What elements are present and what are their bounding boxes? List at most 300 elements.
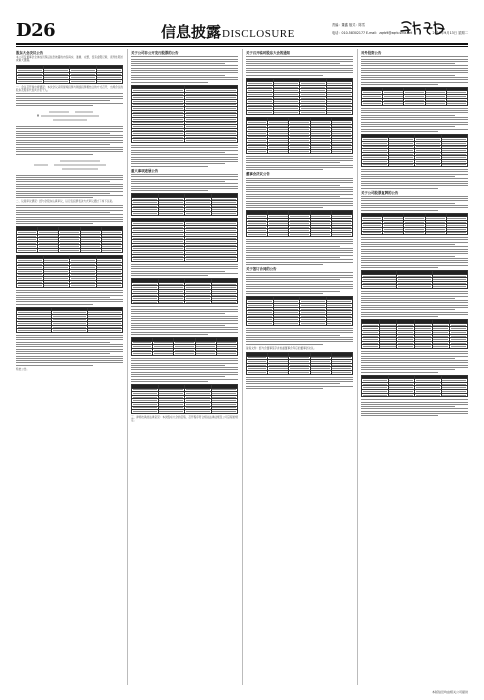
text-line [361,171,468,172]
text-line [361,305,468,306]
masthead-rule-thin [16,46,468,47]
text-line [246,344,323,345]
text-line [131,271,225,272]
text-line [16,210,123,211]
text-block [131,174,238,191]
text-line [246,205,353,206]
text-line [246,165,353,166]
text-line [361,63,455,64]
data-table [131,278,238,304]
text-line [361,300,468,301]
text-line [361,267,438,268]
text-line [246,207,323,208]
text-line [361,124,468,125]
text-line [361,82,468,83]
text-block [16,126,123,155]
text-line [131,360,238,361]
section-title-en: DISCLOSURE [222,28,295,40]
text-line [16,335,123,336]
text-line [16,133,110,134]
text-line [246,61,353,62]
text-line [246,264,323,265]
text-line [16,346,123,347]
data-table [16,255,123,288]
text-line [131,306,238,307]
column-divider [242,49,243,685]
text-line [361,356,468,357]
text-line [16,197,93,198]
text-line [361,253,468,254]
text-line [361,244,455,245]
text-block [131,264,238,276]
text-line [361,296,468,297]
text-line [246,191,353,192]
text-line [16,105,93,106]
text-line [16,151,123,152]
text-line [131,70,238,71]
text-line [246,248,353,249]
text-line [131,369,238,370]
text-line [131,374,238,375]
text-line [131,56,238,57]
text-line [131,379,238,380]
text-line [246,335,340,336]
editor-line: 责编：董鑫 版式：陈雪 [332,23,365,27]
text-block [16,290,123,305]
data-table [246,117,353,154]
notice-paragraph: 备查文件：经与会董事签字并加盖董事会印章的董事会决议。 [246,346,317,350]
notice-heading: 关于召开临时股东大会的通知 [246,51,291,55]
text-line [361,309,455,310]
text-line [361,367,468,368]
text-line [131,82,208,83]
text-line [131,275,208,276]
text-line [131,323,238,324]
text-line [16,337,123,338]
text-line [131,358,238,359]
text-block [361,351,468,373]
notice-heading: 董事会决议公告 [246,172,270,177]
text-line [361,84,438,85]
text-line [361,362,468,363]
data-table [361,319,468,349]
data-table [131,337,238,356]
text-line [361,176,455,177]
text-line [361,265,468,266]
column-4 [361,49,468,685]
data-table [246,78,353,115]
text-line [16,186,123,187]
text-line [361,246,468,247]
text-line [16,142,123,143]
text-line [131,186,238,187]
text-line [246,259,353,260]
text-line [361,122,468,123]
text-line [16,349,123,350]
text-line [246,201,353,202]
text-line [16,126,123,127]
text-block [361,237,468,268]
text-line [361,119,468,120]
text-line [246,275,353,276]
text-line [131,327,238,328]
column-divider [357,49,358,685]
text-line [16,181,110,182]
text-line [361,207,468,208]
notice-paragraph: 一、会议召开和出席情况：本次会议采用现场投票与网络投票相结合的方式召开，出席会议的股东及股东代表共计若干人。 [16,85,123,92]
text-line [361,196,468,197]
text-line [361,307,468,308]
data-table [361,213,468,236]
text-line [131,68,238,69]
text-line [246,203,353,204]
text-line [246,75,323,76]
text-line [131,161,238,162]
text-line [246,167,353,168]
text-line [361,316,438,317]
text-block [361,196,468,211]
text-line [131,273,238,274]
text-line [246,194,353,195]
text-line [361,408,468,409]
notice-heading: 对外投资公告 [361,51,382,55]
text-line [16,219,123,220]
text-line [16,135,123,136]
text-line [246,56,353,57]
text-line [131,181,225,182]
notice-paragraph: 本公司及董事会全体成员保证信息披露的内容真实、准确、完整，没有虚假记载、误导性陈述或重大遗漏。 [16,56,123,63]
text-line [246,383,340,384]
text-line [361,353,468,354]
section-title-cn: 信息披露 [161,23,222,41]
text-line [361,351,468,352]
text-line [246,379,353,380]
text-block [361,56,468,85]
text-line [246,156,353,157]
text-line [131,332,238,333]
text-line [131,176,238,177]
text-line [131,59,238,60]
text-line [246,189,353,190]
column-1 [16,49,123,685]
text-line [16,301,123,302]
text-line [131,190,208,191]
text-line [361,198,468,199]
text-line [361,256,455,257]
text-line [246,63,340,64]
text-line [361,68,468,69]
text-line [361,406,455,407]
text-line [361,205,468,206]
text-line [361,126,455,127]
contact-line: 电话：010-58302177 E-mail：zqrb9@zqrb.sina.net [332,31,413,35]
text-line [16,100,110,101]
notice-heading: 股东大会决议公告 [16,51,44,55]
text-line [361,108,468,109]
text-line [361,369,455,370]
text-line [131,318,238,319]
data-table [361,87,468,106]
masthead-rule-thick [16,43,468,45]
column-3 [246,49,353,685]
text-line [16,131,123,132]
text-line [361,360,468,361]
text-line [361,249,468,250]
text-line [361,115,455,116]
text-line [16,214,123,215]
notice-paragraph: 三、律师出具的法律意见：本次股东大会的召集、召开程序符合相关法律法规及公司章程的规定。 [131,415,238,422]
text-line [131,320,238,321]
text-line [131,329,238,330]
text-line [131,183,238,184]
data-table [246,210,353,236]
text-line [16,144,110,145]
text-line [361,399,468,400]
article-columns [16,49,468,687]
text-line [361,131,438,132]
text-block [131,358,238,382]
text-line [131,72,238,73]
text-line [246,59,353,60]
text-line [246,65,353,66]
text-block [246,156,353,171]
column-2 [131,49,238,685]
text-line [246,198,353,199]
text-line [131,311,238,312]
text-line [361,188,438,189]
text-line [361,72,468,73]
text-line [246,377,353,378]
text-line [361,358,455,359]
text-block [131,56,238,82]
text-line [16,96,123,97]
text-line [16,362,123,363]
data-table [361,375,468,398]
text-block [246,328,353,345]
text-line [131,159,238,160]
text-line [131,365,225,366]
text-line [16,339,123,340]
text-line [361,117,468,118]
text-line [16,290,123,291]
text-line [16,299,123,300]
text-line [131,188,238,189]
text-line [246,70,353,71]
text-line [16,184,123,185]
text-line [246,257,340,258]
text-line [16,342,110,343]
text-block [246,377,353,389]
text-line [361,411,468,412]
text-line [361,260,468,261]
text-line [16,93,123,94]
text-line [246,72,353,73]
text-line [361,302,468,303]
text-line [246,272,353,273]
notice-heading: 关于签订合同的公告 [246,266,277,271]
text-line [246,178,353,179]
text-line [361,203,455,204]
text-line [246,187,353,188]
text-line [361,185,468,186]
text-line [131,367,238,368]
text-line [361,210,438,211]
text-line [246,246,340,247]
text-line [246,341,353,342]
data-table [131,85,238,144]
text-line [361,61,468,62]
text-line [361,413,468,414]
text-line [361,112,468,113]
text-line [16,205,123,206]
text-line [361,415,438,416]
text-line [131,363,238,364]
text-line [131,163,225,164]
text-block [361,291,468,317]
text-line [16,98,123,99]
text-line [361,183,468,184]
text-line [131,79,238,80]
text-line [246,160,353,161]
text-line [131,334,208,335]
text-line [361,70,468,71]
text-line [361,200,468,201]
text-line [246,330,353,331]
text-line [361,293,468,294]
text-line [16,356,123,357]
text-line [131,381,208,382]
text-line [131,145,238,146]
text-line [246,288,353,289]
text-line [361,239,468,240]
text-line [246,250,353,251]
data-table [361,134,468,167]
text-line [246,241,353,242]
text-line [361,77,468,78]
text-line [16,344,123,345]
text-line [246,68,353,69]
text-line [246,339,353,340]
text-line [131,166,208,167]
text-line [246,169,323,170]
text-line [131,179,238,180]
section-title [161,21,295,42]
text-line [16,191,123,192]
column-divider [127,49,128,685]
text-line [246,328,353,329]
text-line [246,243,353,244]
text-line [246,286,353,287]
text-line [16,217,123,218]
text-line [131,372,238,373]
text-line [131,174,238,175]
text-line [246,185,340,186]
text-line [246,162,340,163]
text-line [246,180,353,181]
text-line [361,169,468,170]
text-line [16,188,123,189]
text-block [131,306,238,335]
text-line [246,281,353,282]
text-line [246,388,323,389]
notice-paragraph: 特此公告。 [16,367,29,371]
text-line [361,298,455,299]
text-line [246,239,353,240]
text-line [361,372,438,373]
text-line [246,332,353,333]
notice-heading: 关于公司股票复牌的公告 [361,190,399,195]
page-number: D26 [16,20,56,41]
text-line [361,174,468,175]
data-table [16,307,123,333]
text-line [131,264,238,265]
data-table [131,384,238,414]
text-line [246,279,340,280]
text-line [361,262,468,263]
text-line [16,365,93,366]
text-line [16,128,123,129]
text-line [361,181,468,182]
text-block [16,175,123,199]
text-line [361,312,468,313]
text-line [16,103,123,104]
text-line [16,223,93,224]
footer-note: 本版信息均由相关公司提供 [431,690,468,694]
text-line [246,277,353,278]
text-line [16,177,123,178]
notice-heading: 关于公司非公开发行股票的公告 [131,51,179,55]
text-line [131,147,238,148]
text-line [131,150,238,151]
text-line [361,237,468,238]
text-block [246,178,353,209]
notice-heading: 重大事项进展公告 [131,168,159,173]
text-line [131,61,238,62]
text-block [361,108,468,132]
text-line [361,402,468,403]
text-line [16,149,123,150]
text-line [246,196,340,197]
text-line [16,137,123,138]
formula-figure [30,158,110,172]
text-line [246,284,353,285]
text-block [246,272,353,294]
data-table [131,193,238,216]
text-line [246,386,353,387]
text-line [16,147,123,148]
text-line [246,381,353,382]
text-line [361,291,468,292]
text-line [361,75,455,76]
notice-paragraph: 二、议案审议情况：经与会股东认真审议，以记名投票表决方式审议通过了如下议案。 [16,200,115,204]
text-line [361,251,468,252]
text-line [16,304,93,305]
text-line [16,353,110,354]
text-line [361,56,468,57]
text-block [361,399,468,416]
text-line [16,358,123,359]
text-line [131,376,225,377]
text-line [16,207,123,208]
text-line [361,242,468,243]
data-table [246,352,353,375]
text-block [246,239,353,265]
text-line [131,313,225,314]
text-line [246,262,353,263]
text-line [16,154,93,155]
text-line [361,314,468,315]
text-line [361,59,468,60]
